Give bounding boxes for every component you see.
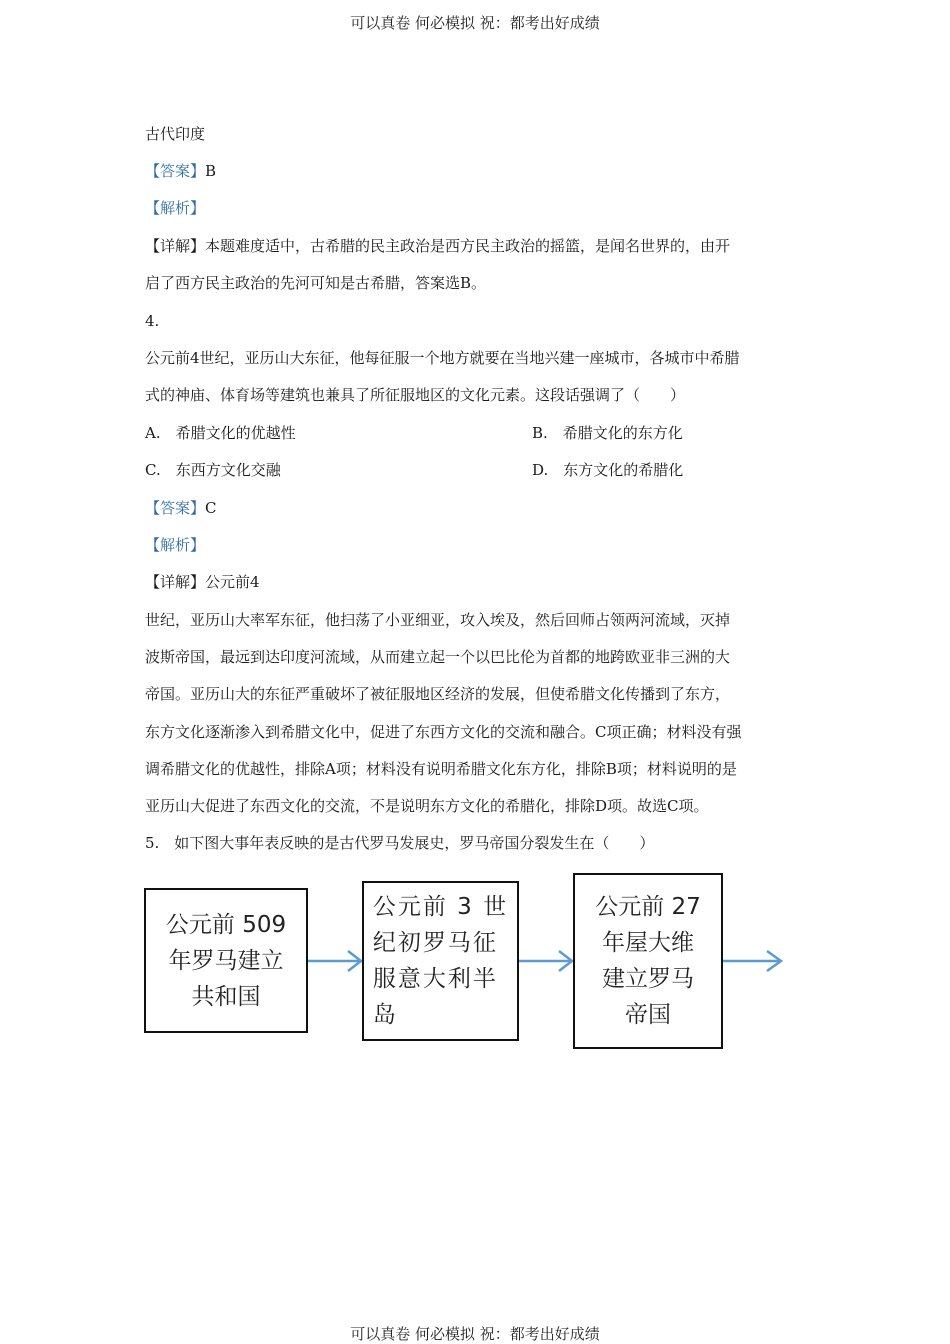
- page-footer: 可以真卷 何必模拟 祝：都考出好成绩: [350, 1325, 600, 1343]
- detail-label: 【详解】: [145, 237, 206, 255]
- timeline-box-empire: [573, 873, 723, 1049]
- q5-stem: 5. 如下图大事年表反映的是古代罗马发展史，罗马帝国分裂发生在（ ）: [145, 834, 655, 852]
- detail-text: 公元前4: [205, 573, 260, 591]
- q4-detail-line: 亚历山大促进了东西文化的交流，不是说明东方文化的希腊化，排除D项。故选C项。: [145, 797, 709, 815]
- q4-detail-line: 世纪，亚历山大率军东征，他扫荡了小亚细亚，攻入埃及，然后回师占领两河流域，灭掉: [145, 611, 731, 629]
- answer-value: B: [205, 162, 217, 180]
- q3-option-tail: 古代印度: [145, 125, 206, 143]
- answer-value: C: [205, 499, 217, 517]
- q4-option-a: A. 希腊文化的优越性: [145, 424, 296, 442]
- q3-analysis-label: 【解析】: [145, 199, 206, 217]
- timeline-arrow-icon: [723, 946, 785, 976]
- timeline-box-text: 公元前 509 年罗马建立 共和国: [165, 911, 287, 1010]
- q4-detail-head: [145, 572, 260, 592]
- detail-text: 本题难度适中，古希腊的民主政治是西方民主政治的摇篮，是闻名世界的，由开: [205, 237, 731, 255]
- answer-label: 【答案】: [145, 162, 206, 180]
- q4-number: 4.: [145, 312, 160, 330]
- timeline-box-italy: [362, 881, 519, 1041]
- q4-stem-line1: 公元前4世纪，亚历山大东征，他每征服一个地方就要在当地兴建一座城市，各城市中希腊: [145, 349, 740, 367]
- timeline-box-text: 公元前 3 世 纪初罗马征 服意大利半 岛: [372, 894, 509, 1028]
- q3-answer: [145, 161, 216, 181]
- q4-answer: [145, 498, 217, 518]
- timeline-arrow-icon: [519, 946, 575, 976]
- q4-detail-line: 东方文化逐渐渗入到希腊文化中，促进了东西方文化的交流和融合。C项正确；材料没有强: [145, 723, 742, 741]
- answer-label: 【答案】: [145, 499, 206, 517]
- q3-detail-line2: 启了西方民主政治的先河可知是古希腊，答案选B。: [145, 274, 487, 292]
- q4-stem-line2: 式的神庙、体育场等建筑也兼具了所征服地区的文化元素。这段话强调了（ ）: [145, 386, 686, 404]
- q4-analysis-label: 【解析】: [145, 536, 206, 554]
- q4-detail-line: 波斯帝国，最远到达印度河流域，从而建立起一个以巴比伦为首都的地跨欧亚非三洲的大: [145, 648, 731, 666]
- q4-option-d: D. 东方文化的希腊化: [532, 461, 684, 479]
- q4-option-b: B. 希腊文化的东方化: [532, 424, 683, 442]
- q4-option-c: C. 东西方文化交融: [145, 461, 281, 479]
- q4-detail-line: 帝国。亚历山大的东征严重破坏了被征服地区经济的发展，但使希腊文化传播到了东方，: [145, 685, 731, 703]
- page-header: 可以真卷 何必模拟 祝：都考出好成绩: [350, 14, 600, 32]
- timeline-box-text: 公元前 27 年屋大维 建立罗马 帝国: [595, 894, 701, 1028]
- q4-detail-line: 调希腊文化的优越性，排除A项；材料没有说明希腊文化东方化，排除B项；材料说明的是: [145, 760, 737, 778]
- timeline-arrow-icon: [308, 946, 364, 976]
- timeline-box-republic: [144, 888, 308, 1033]
- q3-detail-line1: [145, 236, 730, 256]
- detail-label: 【详解】: [145, 573, 206, 591]
